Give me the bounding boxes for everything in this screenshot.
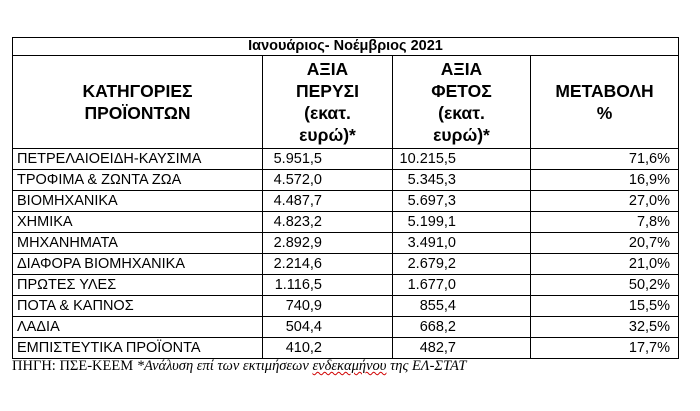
header-last-year-line: ΠΕΡΥΣΙ	[295, 81, 360, 101]
category-cell: ΛΑΔΙΑ	[13, 317, 263, 338]
category-cell: ΠΟΤΑ & ΚΑΠΝΟΣ	[13, 296, 263, 317]
header-last-year-line: (εκατ.	[304, 103, 351, 123]
source-note-after: της ΕΛ-ΣΤΑΤ	[386, 358, 467, 374]
change-cell: 21,0%	[531, 254, 679, 275]
table-row	[13, 149, 679, 170]
category-cell: ΔΙΑΦΟΡΑ ΒΙΟΜΗΧΑΝΙΚΑ	[13, 254, 263, 275]
this-year-cell: 5.345,3	[393, 170, 531, 191]
last-year-cell: 2.214,6	[263, 254, 393, 275]
last-year-cell: 504,4	[263, 317, 393, 338]
table-row	[13, 296, 679, 317]
header-change	[531, 56, 679, 149]
source-note-before: *Ανάλυση επί των εκτιμήσεων	[136, 358, 313, 374]
change-cell: 32,5%	[531, 317, 679, 338]
change-cell: 7,8%	[531, 212, 679, 233]
header-change-line: %	[596, 103, 613, 123]
header-category-line: ΠΡΟΪΟΝΤΩΝ	[84, 103, 191, 123]
source-prefix: ΠΗΓΗ: ΠΣΕ-ΚΕΕΜ	[12, 358, 137, 374]
change-cell: 50,2%	[531, 275, 679, 296]
header-category	[13, 56, 263, 149]
trade-table	[12, 37, 679, 359]
change-cell: 20,7%	[531, 233, 679, 254]
header-this-year-line: ευρώ)*	[433, 125, 490, 145]
header-this-year-line: (εκατ.	[438, 103, 485, 123]
table-title: Ιανουάριος- Νοέμβριος 2021	[13, 38, 679, 56]
header-this-year-line: ΦΕΤΟΣ	[431, 81, 492, 101]
category-cell: ΠΡΩΤΕΣ ΥΛΕΣ	[13, 275, 263, 296]
this-year-cell: 5.697,3	[393, 191, 531, 212]
category-cell: ΤΡΟΦΙΜΑ & ΖΩΝΤΑ ΖΩΑ	[13, 170, 263, 191]
header-change-line: ΜΕΤΑΒΟΛΗ	[555, 81, 654, 101]
this-year-cell: 855,4	[393, 296, 531, 317]
header-last-year	[263, 56, 393, 149]
this-year-cell: 5.199,1	[393, 212, 531, 233]
category-cell: ΧΗΜΙΚΑ	[13, 212, 263, 233]
last-year-cell: 4.823,2	[263, 212, 393, 233]
change-cell: 17,7%	[531, 338, 679, 359]
table-row	[13, 191, 679, 212]
category-cell: ΒΙΟΜΗΧΑΝΙΚΑ	[13, 191, 263, 212]
this-year-cell: 2.679,2	[393, 254, 531, 275]
last-year-cell: 410,2	[263, 338, 393, 359]
last-year-cell: 2.892,9	[263, 233, 393, 254]
category-cell: ΕΜΠΙΣΤΕΥΤΙΚΑ ΠΡΟΪΟΝΤΑ	[13, 338, 263, 359]
last-year-cell: 4.487,7	[263, 191, 393, 212]
this-year-cell: 10.215,5	[393, 149, 531, 170]
header-category-line: ΚΑΤΗΓΟΡΙΕΣ	[82, 81, 193, 101]
last-year-cell: 740,9	[263, 296, 393, 317]
category-cell: ΜΗΧΑΝΗΜΑΤΑ	[13, 233, 263, 254]
table-row	[13, 170, 679, 191]
table-row	[13, 254, 679, 275]
category-cell: ΠΕΤΡΕΛΑΙΟΕΙΔΗ-ΚΑΥΣΙΜΑ	[13, 149, 263, 170]
table-row	[13, 317, 679, 338]
last-year-cell: 1.116,5	[263, 275, 393, 296]
change-cell: 15,5%	[531, 296, 679, 317]
source-note	[12, 358, 466, 375]
change-cell: 16,9%	[531, 170, 679, 191]
trade-table-container	[12, 37, 678, 359]
header-this-year-line: ΑΞΙΑ	[440, 59, 483, 79]
header-last-year-line: ΑΞΙΑ	[306, 59, 349, 79]
this-year-cell: 482,7	[393, 338, 531, 359]
header-last-year-line: ευρώ)*	[299, 125, 356, 145]
change-cell: 71,6%	[531, 149, 679, 170]
table-row	[13, 275, 679, 296]
header-this-year	[393, 56, 531, 149]
table-row	[13, 212, 679, 233]
table-row	[13, 338, 679, 359]
table-row	[13, 233, 679, 254]
source-note-underlined: ενδεκαμήνου	[312, 358, 387, 374]
this-year-cell: 668,2	[393, 317, 531, 338]
header-row	[13, 56, 679, 149]
this-year-cell: 1.677,0	[393, 275, 531, 296]
last-year-cell: 5.951,5	[263, 149, 393, 170]
last-year-cell: 4.572,0	[263, 170, 393, 191]
change-cell: 27,0%	[531, 191, 679, 212]
this-year-cell: 3.491,0	[393, 233, 531, 254]
